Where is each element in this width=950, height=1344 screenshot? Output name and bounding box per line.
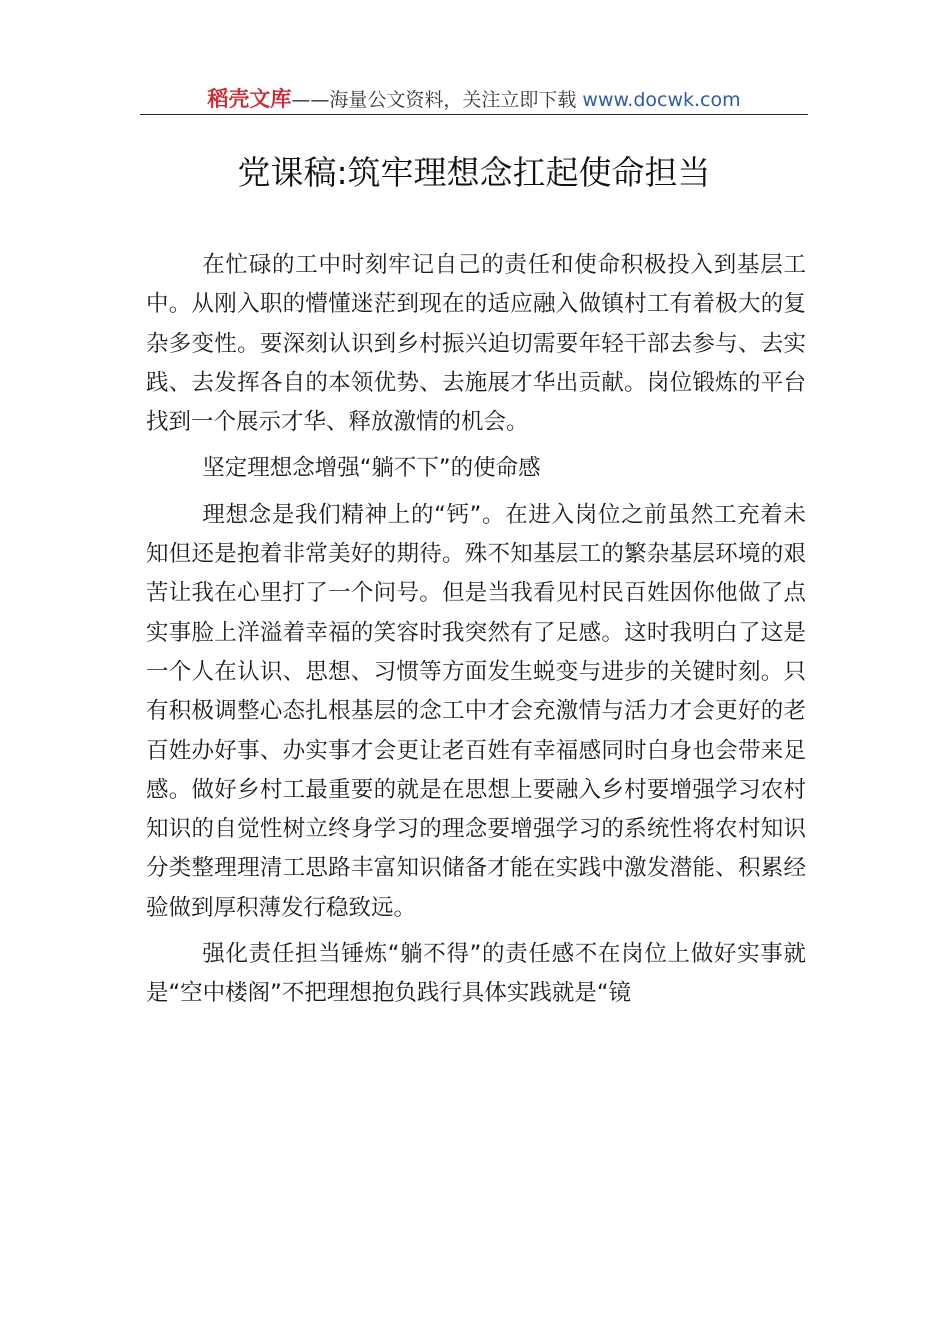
- paragraph: 理想念是我们精神上的“钙”。在进入岗位之前虽然工充着未知但还是抱着非常美好的期待。殊不知基层工的繁杂基层环境的艰苦让我在心里打了一个问号。但是当我看见村民百姓因你他做了点实事脸上洋溢着幸福的笑容时我突然有了足感。这时我明白了这是一个人在认识、思想、习惯等方面发生蜕变与进步的关键时刻。只有积极调整心态扎根基层的念工中才会充激情与活力才会更好的老百姓办好事、办实事才会更让老百姓有幸福感同时白身也会带来足感。做好乡村工最重要的就是在思想上要融入乡村要增强学习农村知识的自觉性树立终身学习的理念要增强学习的系统性将农村知识分类整理理清工思路丰富知识储备才能在实践中激发潜能、积累经验做到厚积薄发行稳致远。: [146, 501, 806, 921]
- document-title: 党课稿:筑牢理想念扛起使命担当: [237, 153, 711, 192]
- paragraph: 强化责任担当锤炼“躺不得”的责任感不在岗位上做好实事就是“空中楼阁”不把理想抱负践行具体实践就是“镜: [146, 941, 806, 1007]
- document-header: [140, 84, 808, 114]
- header-divider: [140, 114, 808, 115]
- paragraph: 在忙碌的工中时刻牢记自己的责任和使命积极投入到基层工中。从刚入职的懵懂迷茫到现在的适应融入做镇村工有着极大的复杂多变性。要深刻认识到乡村振兴迫切需要年轻干部去参与、去实践、去发挥各自的本领优势、去施展才华出贡献。岗位锻炼的平台找到一个展示才华、释放激情的机会。: [146, 252, 806, 436]
- website-link[interactable]: www.docwk.com: [582, 89, 741, 111]
- document-body: [146, 246, 806, 1021]
- brand-logo-text: 稻壳文库: [207, 87, 292, 111]
- section-heading: 坚定理想念增强“躺不下”的使命感: [202, 455, 541, 482]
- header-tagline: ——海量公文资料，关注立即下载: [291, 89, 583, 111]
